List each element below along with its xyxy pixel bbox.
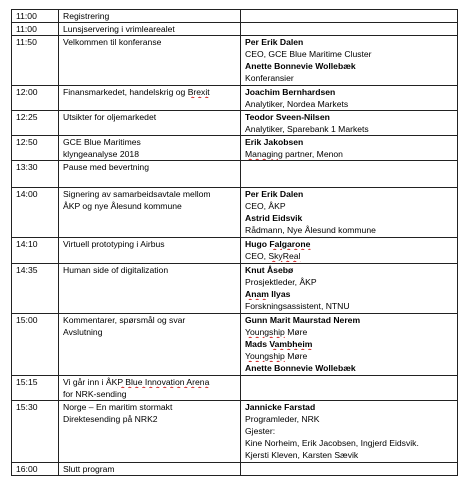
speakers-cell — [241, 86, 458, 111]
time-cell: 15:00 — [12, 314, 59, 376]
time-cell: 12:50 — [12, 136, 59, 161]
session-title-cell — [59, 238, 241, 264]
speaker-role: Programleder, NRK — [245, 414, 320, 424]
speaker-name: Jannicke Farstad — [245, 402, 316, 412]
speaker-role: CEO, GCE Blue Maritime Cluster — [245, 49, 372, 59]
session-title-cell — [59, 111, 241, 136]
speaker-role: Youngship Møre — [245, 327, 308, 337]
session-title-line: Velkommen til konferanse — [63, 37, 162, 47]
schedule-row — [12, 314, 458, 376]
session-title-line: Human side of digitalization — [63, 265, 169, 275]
speaker-name: Anam Ilyas — [245, 289, 291, 299]
speaker-role: Rådmann, Nye Ålesund kommune — [245, 225, 376, 235]
session-title-cell — [59, 463, 241, 476]
speaker-name: Per Erik Dalen — [245, 37, 304, 47]
time-cell: 16:00 — [12, 463, 59, 476]
session-title-cell — [59, 86, 241, 111]
schedule-row — [12, 188, 458, 238]
speakers-cell — [241, 10, 458, 23]
speaker-role: CEO, ÅKP — [245, 201, 286, 211]
schedule-row — [12, 10, 458, 23]
time-cell: 12:00 — [12, 86, 59, 111]
session-title-line: Utsikter for oljemarkedet — [63, 112, 157, 122]
session-title-line: Virtuell prototyping i Airbus — [63, 239, 165, 249]
session-title-line: Signering av samarbeidsavtale mellom — [63, 189, 211, 199]
speakers-cell — [241, 376, 458, 401]
schedule-row — [12, 136, 458, 161]
speaker-role: Analytiker, Nordea Markets — [245, 99, 349, 109]
speaker-name: Per Erik Dalen — [245, 189, 304, 199]
session-title-line: Pause med bevertning — [63, 162, 149, 172]
session-title-cell — [59, 314, 241, 376]
session-title-line: Kommentarer, spørsmål og svar — [63, 315, 186, 325]
session-title-cell — [59, 10, 241, 23]
speakers-cell — [241, 401, 458, 463]
session-title-cell — [59, 401, 241, 463]
speaker-name: Astrid Eidsvik — [245, 213, 303, 223]
session-title-line: for NRK-sending — [63, 389, 127, 399]
speakers-cell — [241, 136, 458, 161]
speaker-name: Joachim Bernhardsen — [245, 87, 336, 97]
time-cell: 15:15 — [12, 376, 59, 401]
session-title-cell — [59, 36, 241, 86]
speaker-name: Anette Bonnevie Wollebæk — [245, 61, 356, 71]
speaker-name: Gunn Marit Maurstad Nerem — [245, 315, 361, 325]
time-cell: 15:30 — [12, 401, 59, 463]
speaker-name: Hugo Falgarone — [245, 239, 311, 249]
speaker-name: Knut Åsebø — [245, 265, 294, 275]
session-title-cell — [59, 264, 241, 314]
schedule-row — [12, 36, 458, 86]
session-title-cell — [59, 188, 241, 238]
schedule-row — [12, 401, 458, 463]
schedule-row — [12, 86, 458, 111]
speaker-name: Teodor Sveen-Nilsen — [245, 112, 330, 122]
speakers-cell — [241, 161, 458, 188]
speaker-role: Managing partner, Menon — [245, 149, 343, 159]
time-cell: 14:35 — [12, 264, 59, 314]
speaker-role: Youngship Møre — [245, 351, 308, 361]
speakers-cell — [241, 36, 458, 86]
time-cell: 14:10 — [12, 238, 59, 264]
speakers-cell — [241, 463, 458, 476]
program-table — [11, 9, 458, 476]
session-title-cell — [59, 136, 241, 161]
speaker-role: CEO, SkyReal — [245, 251, 301, 261]
time-cell: 11:00 — [12, 10, 59, 23]
session-title-line: Direktesending på NRK2 — [63, 414, 158, 424]
speaker-name: Mads Vambheim — [245, 339, 313, 349]
session-title-cell — [59, 161, 241, 188]
session-title-line: ÅKP og nye Ålesund kommune — [63, 201, 182, 211]
schedule-row — [12, 23, 458, 36]
speaker-name: Anette Bonnevie Wollebæk — [245, 363, 356, 373]
session-title-line: Finansmarkedet, handelskrig og Brexit — [63, 87, 210, 97]
speaker-role: Kine Norheim, Erik Jacobsen, Ingjerd Eidsvik. — [245, 438, 419, 448]
time-cell: 14:00 — [12, 188, 59, 238]
speakers-cell — [241, 238, 458, 264]
session-title-line: Lunsjservering i vrimlearealet — [63, 24, 175, 34]
speaker-name: Erik Jakobsen — [245, 137, 304, 147]
speakers-cell — [241, 111, 458, 136]
time-cell: 11:50 — [12, 36, 59, 86]
time-cell: 13:30 — [12, 161, 59, 188]
session-title-cell — [59, 376, 241, 401]
time-cell: 11:00 — [12, 23, 59, 36]
schedule-row — [12, 264, 458, 314]
session-title-cell — [59, 23, 241, 36]
schedule-row — [12, 376, 458, 401]
session-title-line: Norge – En maritim stormakt — [63, 402, 173, 412]
session-title-line: Vi går inn i ÅKP Blue Innovation Arena — [63, 377, 210, 387]
speaker-role: Konferansier — [245, 73, 294, 83]
schedule-row — [12, 238, 458, 264]
session-title-line: Slutt program — [63, 464, 115, 474]
time-cell: 12:25 — [12, 111, 59, 136]
session-title-line: klyngeanalyse 2018 — [63, 149, 139, 159]
speaker-role: Prosjektleder, ÅKP — [245, 277, 317, 287]
speakers-cell — [241, 264, 458, 314]
speakers-cell — [241, 188, 458, 238]
speakers-cell — [241, 314, 458, 376]
schedule-row — [12, 161, 458, 188]
session-title-line: GCE Blue Maritimes — [63, 137, 141, 147]
schedule-row — [12, 111, 458, 136]
session-title-line: Registrering — [63, 11, 110, 21]
speaker-role: Kjersti Kleven, Karsten Sævik — [245, 450, 359, 460]
schedule-row — [12, 463, 458, 476]
speakers-cell — [241, 23, 458, 36]
speaker-role: Forskningsassistent, NTNU — [245, 301, 350, 311]
session-title-line: Avslutning — [63, 327, 103, 337]
speaker-role: Gjester: — [245, 426, 276, 436]
speaker-role: Analytiker, Sparebank 1 Markets — [245, 124, 369, 134]
